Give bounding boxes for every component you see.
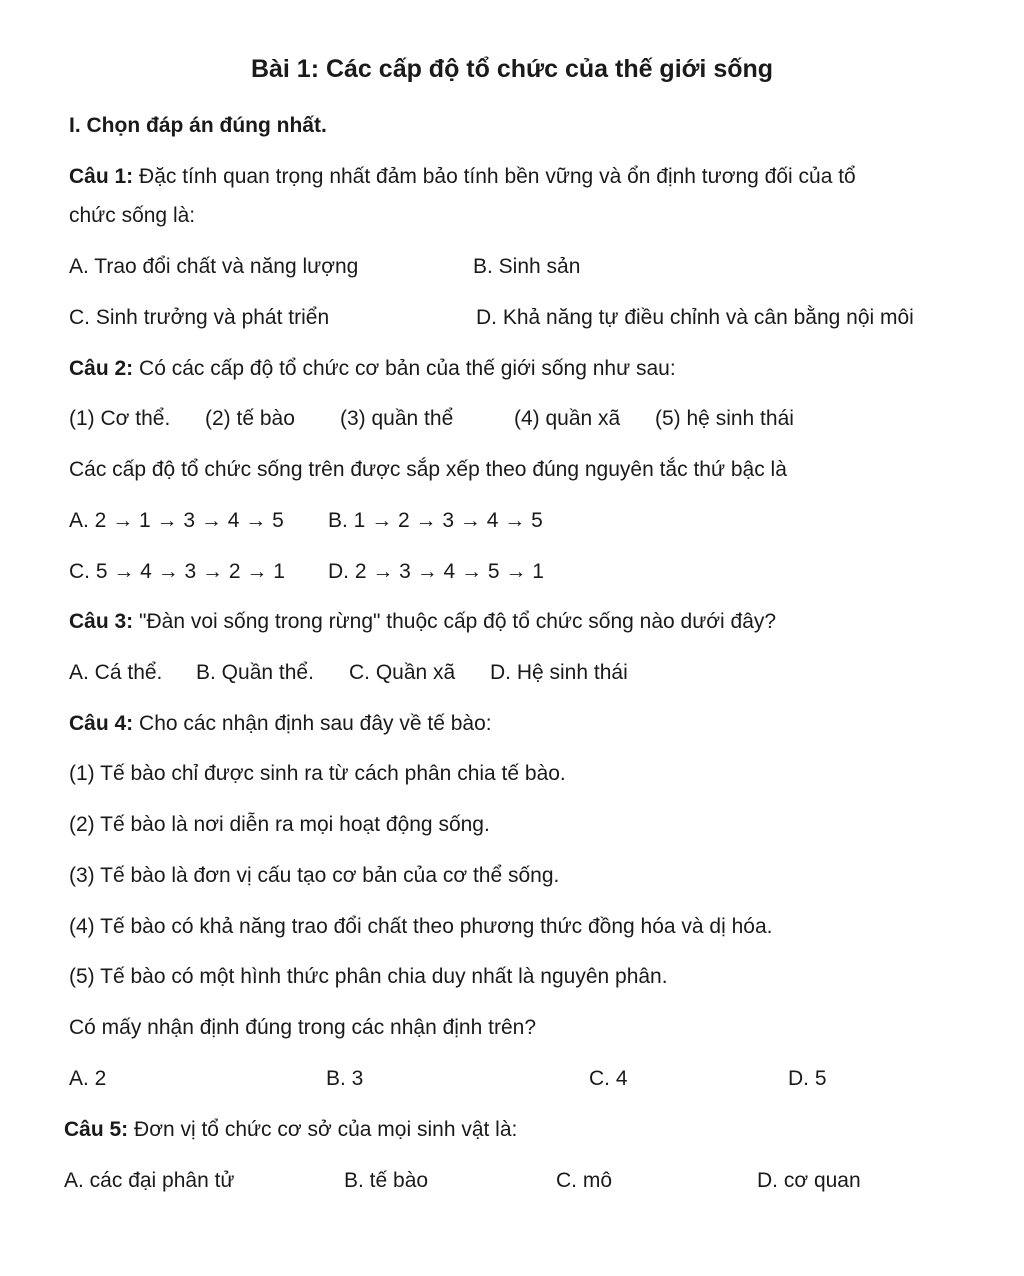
question-label: Câu 4: (69, 712, 134, 735)
question-text: "Đàn voi sống trong rừng" thuộc cấp độ tổ chức sống nào dưới đây? (133, 610, 777, 633)
question-label: Câu 2: (69, 357, 134, 380)
q2-prompt: Các cấp độ tổ chức sống trên được sắp xếp theo đúng nguyên tắc thứ bậc là (69, 458, 787, 481)
question-1 (69, 164, 856, 190)
q4-statement-2: (2) Tế bào là nơi diễn ra mọi hoạt động sống. (69, 813, 490, 836)
q2-item-2: (2) tế bào (205, 407, 295, 430)
page-title: Bài 1: Các cấp độ tổ chức của thế giới sống (250, 55, 774, 83)
question-text: Đơn vị tổ chức cơ sở của mọi sinh vật là: (128, 1118, 518, 1141)
q3-option-b: B. Quần thể. (196, 661, 314, 684)
q1-option-a: A. Trao đổi chất và năng lượng (69, 255, 359, 278)
q2-item-4: (4) quần xã (514, 407, 621, 430)
q2-item-5: (5) hệ sinh thái (655, 407, 794, 430)
q4-option-b: B. 3 (326, 1067, 364, 1090)
q2-option-b: B. 1 → 2 → 3 → 4 → 5 (328, 509, 543, 532)
q4-option-a: A. 2 (69, 1067, 107, 1090)
question-label: Câu 3: (69, 610, 134, 633)
section-heading: I. Chọn đáp án đúng nhất. (69, 114, 327, 137)
question-4 (69, 711, 492, 737)
question-1-continued: chức sống là: (69, 204, 196, 227)
q2-option-a: A. 2 → 1 → 3 → 4 → 5 (69, 509, 284, 532)
q4-statement-3: (3) Tế bào là đơn vị cấu tạo cơ bản của cơ thể sống. (69, 864, 560, 887)
q5-option-b: B. tế bào (344, 1169, 429, 1192)
q4-option-d: D. 5 (788, 1067, 827, 1090)
question-label: Câu 1: (69, 165, 134, 188)
q2-option-d: D. 2 → 3 → 4 → 5 → 1 (328, 560, 544, 583)
q4-prompt: Có mấy nhận định đúng trong các nhận định trên? (69, 1016, 536, 1039)
q5-option-c: C. mô (556, 1169, 613, 1192)
q3-option-c: C. Quần xã (349, 661, 456, 684)
question-text: Có các cấp độ tổ chức cơ bản của thế giới sống như sau: (133, 357, 676, 380)
q3-option-d: D. Hệ sinh thái (490, 661, 628, 684)
q2-item-3: (3) quần thể (340, 407, 454, 430)
q4-statement-4: (4) Tế bào có khả năng trao đổi chất theo phương thức đồng hóa và dị hóa. (69, 915, 773, 938)
question-text: Đặc tính quan trọng nhất đảm bảo tính bền vững và ổn định tương đối của tổ (133, 165, 856, 188)
q4-option-c: C. 4 (589, 1067, 628, 1090)
q3-option-a: A. Cá thể. (69, 661, 163, 684)
q1-option-c: C. Sinh trưởng và phát triển (69, 306, 330, 329)
q1-option-b: B. Sinh sản (473, 255, 581, 278)
q4-statement-5: (5) Tế bào có một hình thức phân chia duy nhất là nguyên phân. (69, 965, 668, 988)
question-text: Cho các nhận định sau đây về tế bào: (133, 712, 492, 735)
question-3 (69, 609, 776, 635)
question-label: Câu 5: (64, 1118, 129, 1141)
q5-option-d: D. cơ quan (757, 1169, 861, 1192)
q4-statement-1: (1) Tế bào chỉ được sinh ra từ cách phân chia tế bào. (69, 762, 566, 785)
question-5 (64, 1117, 517, 1143)
q1-option-d: D. Khả năng tự điều chỉnh và cân bằng nội môi (476, 306, 914, 329)
q2-item-1: (1) Cơ thể. (69, 407, 171, 430)
question-2 (69, 356, 676, 382)
q5-option-a: A. các đại phân tử (64, 1169, 235, 1192)
q2-option-c: C. 5 → 4 → 3 → 2 → 1 (69, 560, 285, 583)
